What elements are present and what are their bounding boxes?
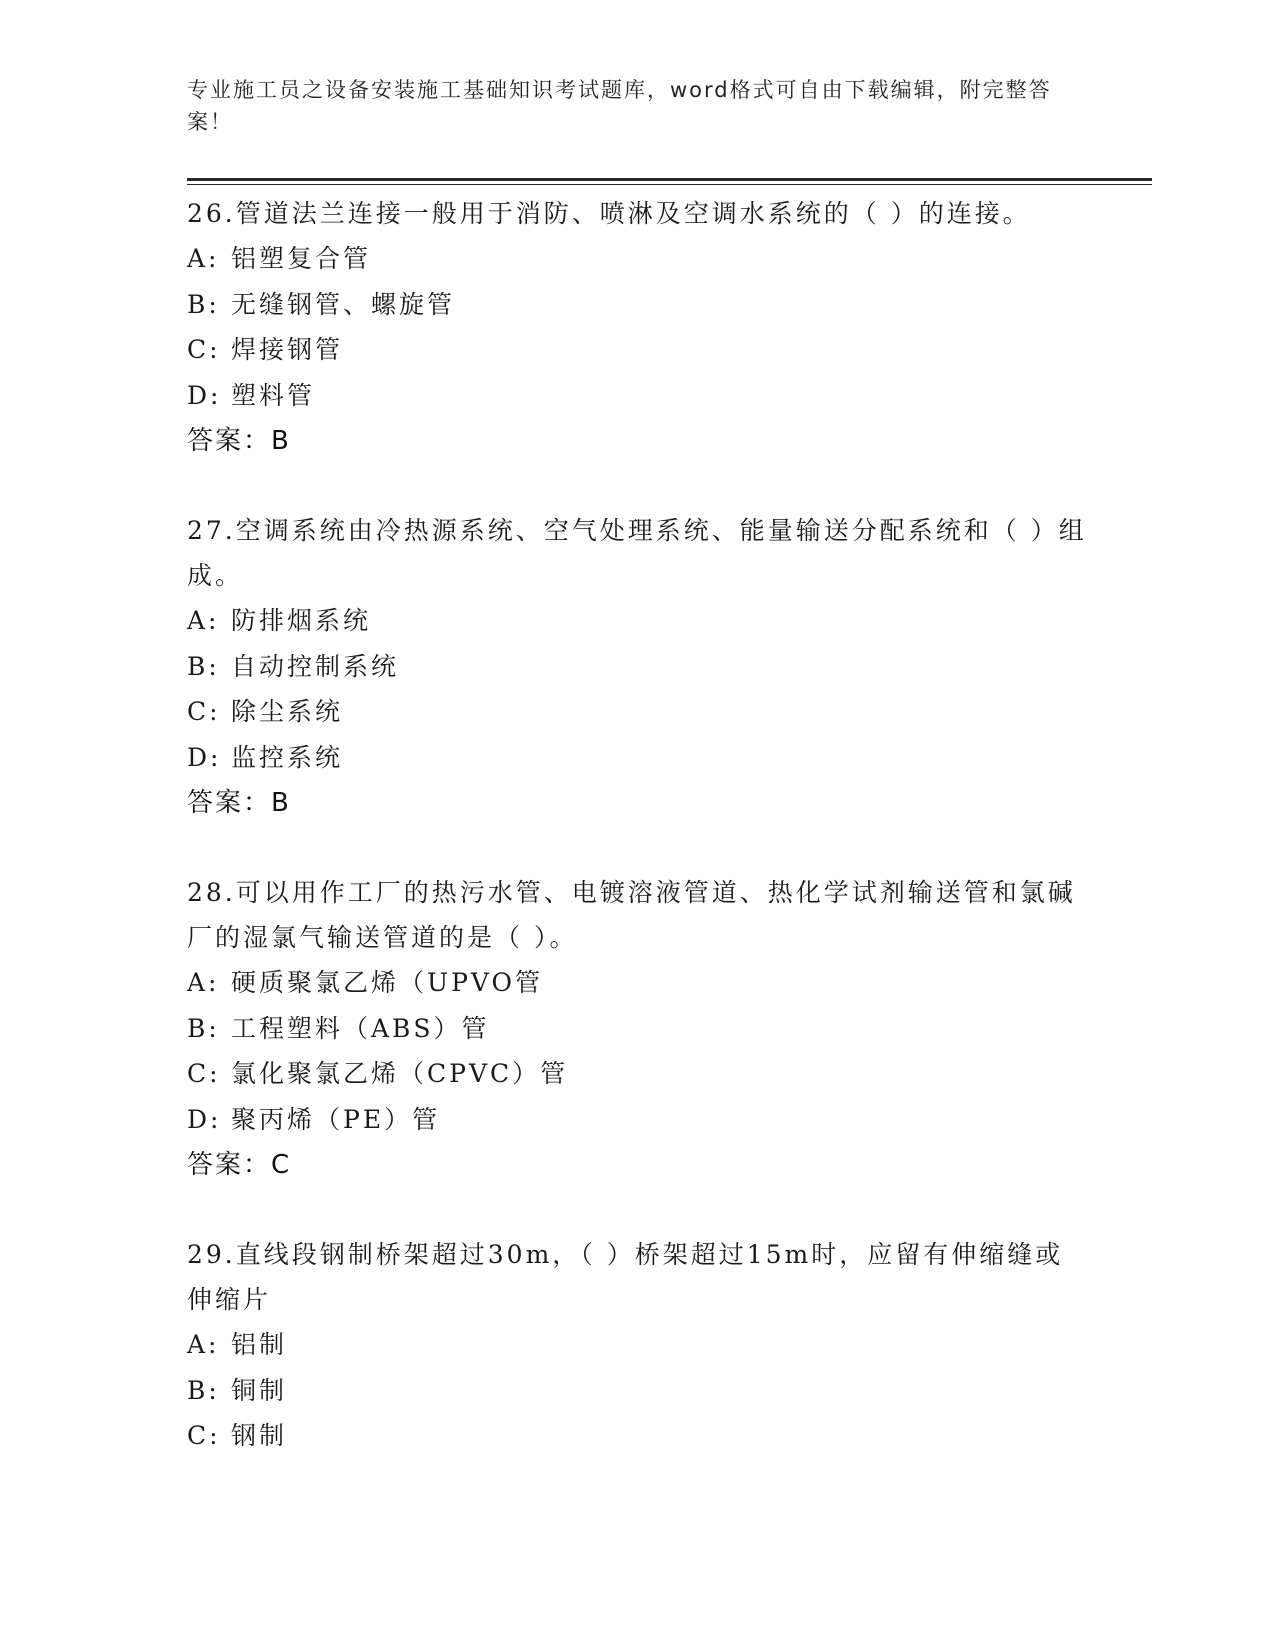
answer-option xyxy=(187,1097,1087,1143)
option-text: 塑料管 xyxy=(231,380,316,410)
option-text: 铝制 xyxy=(231,1330,288,1359)
option-text: 硬质聚氯乙烯（UPVO管 xyxy=(231,968,544,997)
option-key: C: xyxy=(187,1421,221,1450)
option-key: B: xyxy=(187,1013,220,1043)
option-key: C: xyxy=(187,1059,221,1088)
answer-option xyxy=(187,1322,1087,1368)
question-item xyxy=(187,508,1087,826)
answer-option xyxy=(187,282,1087,328)
option-key: C: xyxy=(187,335,221,364)
option-text: 铜制 xyxy=(231,1375,288,1405)
option-text: 除尘系统 xyxy=(231,697,344,726)
option-key: A: xyxy=(187,968,220,997)
option-text: 氯化聚氯乙烯（CPVC）管 xyxy=(231,1059,569,1088)
answer-option xyxy=(187,644,1087,690)
answer-option xyxy=(187,327,1087,373)
header-divider-thick xyxy=(187,178,1152,181)
option-key: D: xyxy=(187,1104,222,1134)
answer-line: 答案：B xyxy=(187,788,291,818)
answer-line: 答案：B xyxy=(187,426,291,456)
option-key: A: xyxy=(187,244,220,273)
question-item xyxy=(187,191,1087,464)
option-text: 铝塑复合管 xyxy=(231,244,372,273)
option-key: D: xyxy=(187,742,222,772)
option-text: 焊接钢管 xyxy=(231,335,344,364)
option-key: A: xyxy=(187,606,220,635)
answer-line: 答案：C xyxy=(187,1150,292,1180)
question-item xyxy=(187,870,1087,1188)
question-stem: 26.管道法兰连接一般用于消防、喷淋及空调水系统的（ ）的连接。 xyxy=(187,199,1031,228)
question-stem: 27.空调系统由冷热源系统、空气处理系统、能量输送分配系统和（ ）组成。 xyxy=(187,516,1087,590)
option-key: D: xyxy=(187,380,222,410)
option-text: 自动控制系统 xyxy=(231,651,400,681)
answer-option xyxy=(187,1051,1087,1097)
option-key: A: xyxy=(187,1330,220,1359)
header-divider-thin xyxy=(187,184,1152,185)
question-list xyxy=(187,191,1087,1503)
option-key: B: xyxy=(187,289,220,319)
option-key: B: xyxy=(187,1375,220,1405)
answer-option xyxy=(187,373,1087,419)
option-key: B: xyxy=(187,651,220,681)
option-text: 工程塑料（ABS）管 xyxy=(231,1013,490,1043)
answer-option xyxy=(187,1006,1087,1052)
option-text: 无缝钢管、螺旋管 xyxy=(231,289,456,319)
option-text: 聚丙烯（PE）管 xyxy=(231,1104,441,1134)
answer-option xyxy=(187,960,1087,1006)
answer-option xyxy=(187,1413,1087,1459)
answer-option xyxy=(187,598,1087,644)
answer-option xyxy=(187,236,1087,282)
option-text: 钢制 xyxy=(231,1421,288,1450)
option-key: C: xyxy=(187,697,221,726)
option-text: 监控系统 xyxy=(231,742,344,772)
answer-option xyxy=(187,1368,1087,1414)
option-text: 防排烟系统 xyxy=(231,606,372,635)
question-stem: 29.直线段钢制桥架超过30m，（ ）桥架超过15m时，应留有伸缩缝或伸缩片 xyxy=(187,1240,1064,1314)
question-stem: 28.可以用作工厂的热污水管、电镀溶液管道、热化学试剂输送管和氯碱厂的湿氯气输送管道的是（ ）。 xyxy=(187,878,1076,952)
answer-option xyxy=(187,689,1087,735)
question-item xyxy=(187,1232,1087,1459)
answer-option xyxy=(187,735,1087,781)
header-note: 专业施工员之设备安装施工基础知识考试题库，word格式可自由下载编辑，附完整答案！ xyxy=(187,78,1052,134)
